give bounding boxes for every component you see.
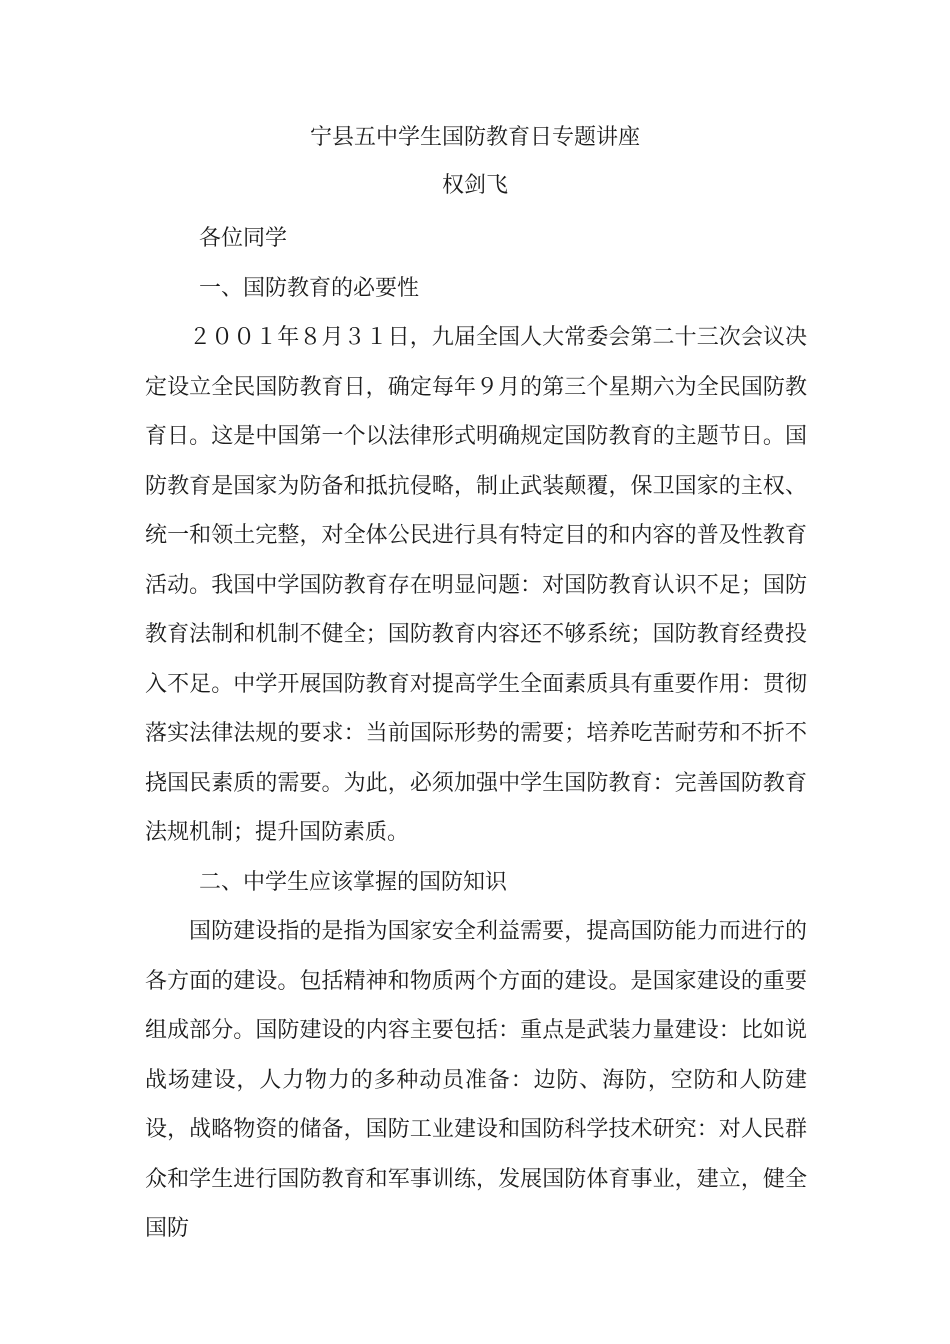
section-1-paragraph: ２００１年８月３１日，九届全国人大常委会第二十三次会议决定设立全民国防教育日，确定每年９月的第三个星期六为全民国防教育日。这是中国第一个以法律形式明确规定国防教育的主题节日。国防教育是国家为防备和抵抗侵略，制止武装颠覆，保卫国家的主权、统一和领土完整，对全体公民进行具有特定目的和内容的普及性教育活动。我国中学国防教育存在明显问题：对国防教育认识不足；国防教育法制和机制不健全；国防教育内容还不够系统；国防教育经费投入不足。中学开展国防教育对提高学生全面素质具有重要作用：贯彻落实法律法规的要求：当前国际形势的需要；培养吃苦耐劳和不折不挠国民素质的需要。为此，必须加强中学生国防教育：完善国防教育法规机制；提升国防素质。 [145,325,807,845]
document-title: 宁县五中学生国防教育日专题讲座 [309,125,640,150]
section-2-heading: 二、中学生应该掌握的国防知识 [199,869,508,895]
document-author: 权剑飞 [441,173,508,198]
section-2-paragraph: 国防建设指的是指为国家安全利益需要，提高国防能力而进行的各方面的建设。包括精神和物质两个方面的建设。是国家建设的重要组成部分。国防建设的内容主要包括：重点是武装力量建设：比如说战场建设，人力物力的多种动员准备：边防、海防，空防和人防建设，战略物资的储备，国防工业建设和国防科学技术研究：对人民群众和学生进行国防教育和军事训练，发展国防体育事业，建立，健全国防 [145,919,807,1241]
document-body [145,214,807,1254]
section-1-heading: 一、国防教育的必要性 [199,275,420,301]
greeting: 各位同学 [199,226,288,251]
